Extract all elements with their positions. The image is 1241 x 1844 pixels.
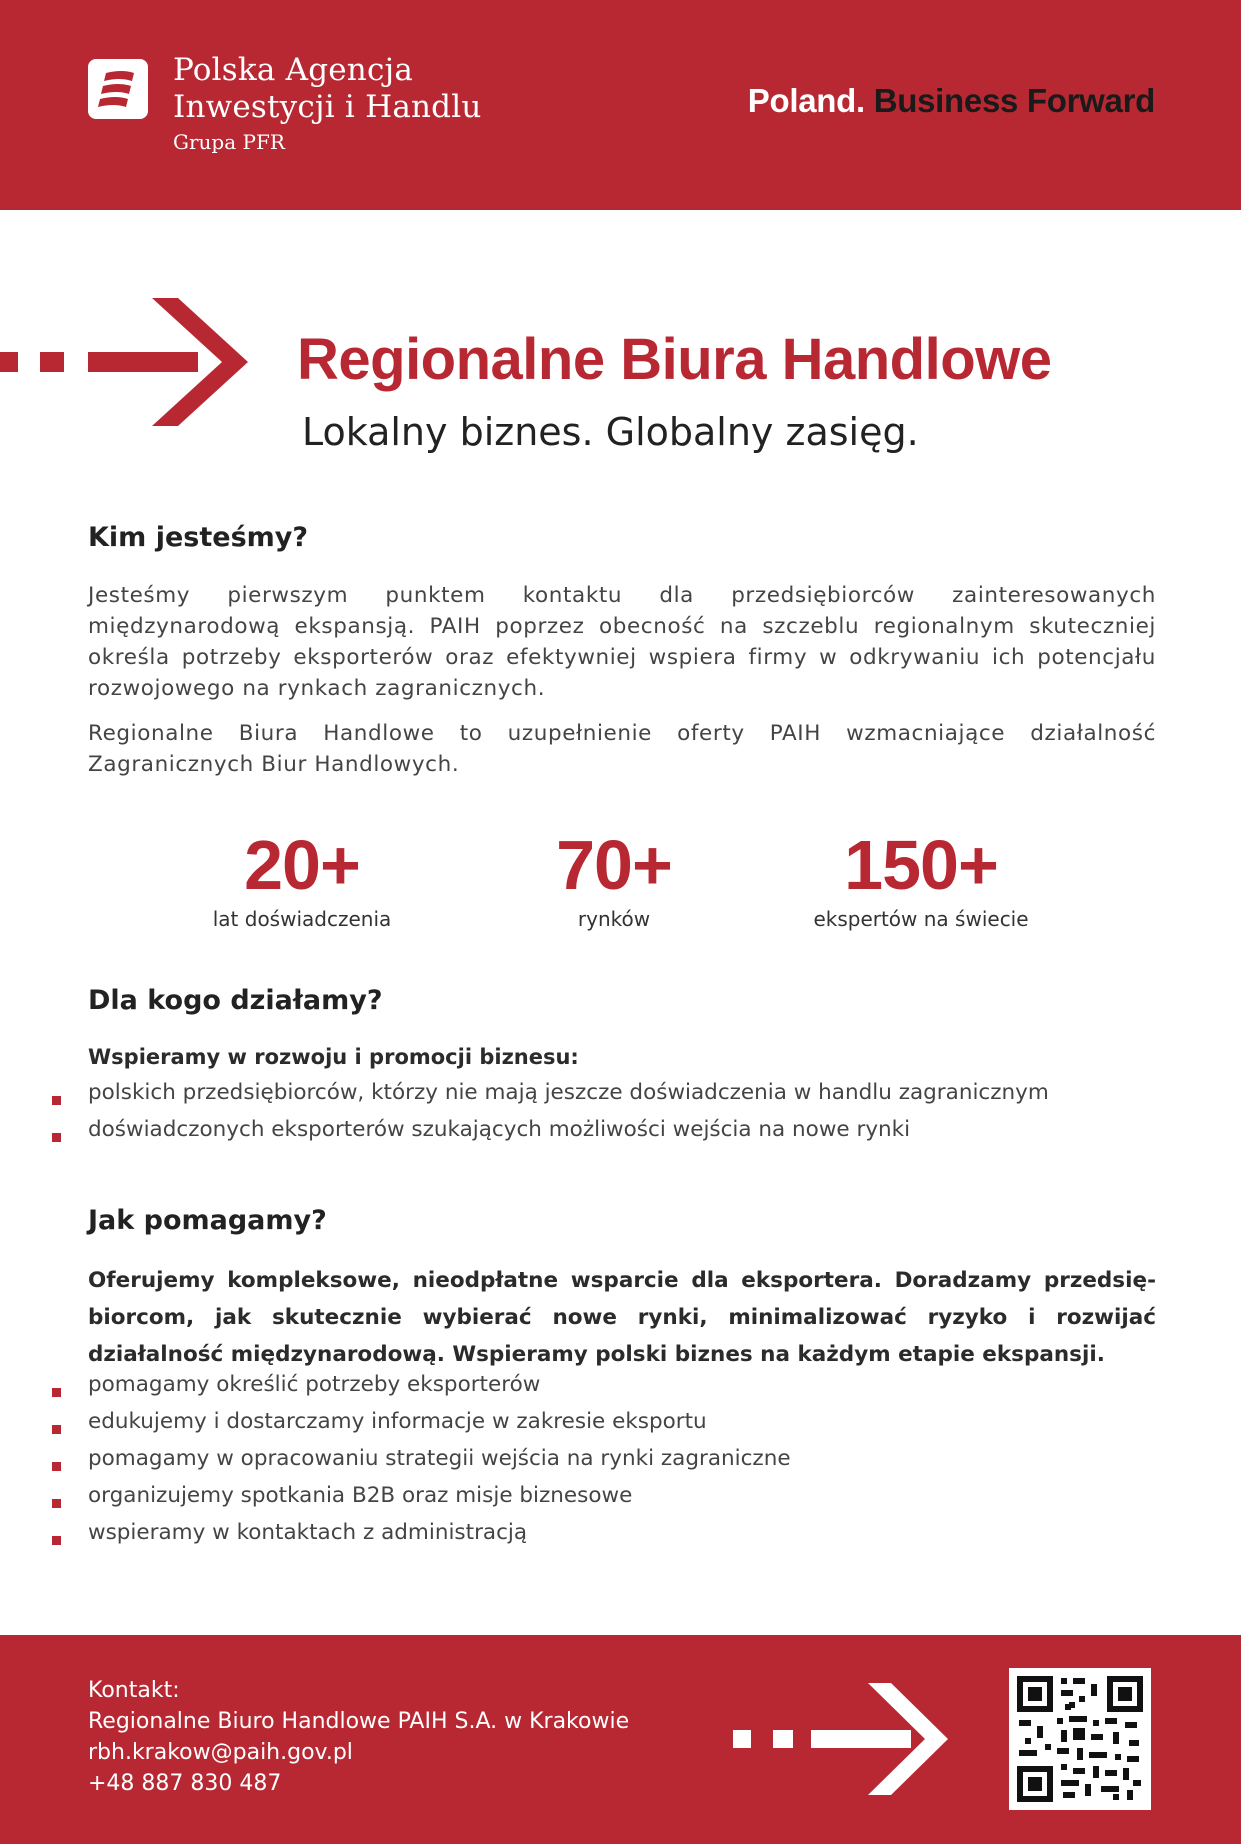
slogan bbox=[748, 82, 1155, 120]
stat-years bbox=[152, 825, 452, 931]
hero-arrow-icon bbox=[0, 298, 250, 432]
bullet-icon bbox=[52, 1462, 61, 1471]
list-item: doświadczonych eksporterów szukających możliwości wejścia na nowe rynki bbox=[52, 1117, 1162, 1154]
stat-label: ekspertów na świecie bbox=[813, 907, 1029, 931]
bullet-icon bbox=[52, 1425, 61, 1434]
stat-value: 20+ bbox=[244, 826, 360, 904]
stat-experts bbox=[771, 825, 1071, 931]
about-paragraph-2: Regionalne Biura Handlowe to uzupełnienie oferty PAIH wzmacniające działalność Zagranicznych Biur Handlowych. bbox=[88, 721, 1156, 777]
stat-label: lat doświadczenia bbox=[212, 907, 392, 931]
list-item: pomagamy w opracowaniu strategii wejścia na rynki zagraniczne bbox=[52, 1446, 1162, 1483]
org-name-line1: Polska Agencja bbox=[173, 52, 414, 88]
qr-code-icon[interactable] bbox=[1009, 1668, 1151, 1810]
bullet-icon bbox=[52, 1133, 61, 1142]
footer-banner bbox=[0, 1635, 1241, 1844]
contact-block bbox=[88, 1675, 629, 1799]
about-heading: Kim jesteśmy? bbox=[88, 522, 309, 553]
contact-label: Kontakt: bbox=[88, 1678, 180, 1703]
help-list bbox=[52, 1372, 1162, 1557]
page-title: Regionalne Biura Handlowe bbox=[297, 327, 1052, 392]
list-item: edukujemy i dostarczamy informacje w zakresie eksportu bbox=[52, 1409, 1162, 1446]
slogan-part1: Poland. bbox=[747, 82, 865, 119]
list-item: wspieramy w kontaktach z administracją bbox=[52, 1520, 1162, 1557]
slogan-part2: Business Forward bbox=[873, 82, 1155, 119]
bullet-icon bbox=[52, 1388, 61, 1397]
header-banner bbox=[0, 0, 1241, 210]
stat-value: 70+ bbox=[556, 826, 672, 904]
contact-email[interactable]: rbh.krakow@paih.gov.pl bbox=[88, 1740, 353, 1765]
audience-lead: Wspieramy w rozwoju i promocji biznesu: bbox=[88, 1045, 579, 1069]
help-lead: Oferujemy kompleksowe, nieodpłatne wsparcie dla eksportera. Doradzamy przedsiębiorcom, jak skutecznie wybierać nowe rynki, minimalizować ryzyko i rozwijać działalność międzynarodową. Wspieramy polski biznes na każdym etapie ekspansji. bbox=[88, 1268, 1156, 1367]
organization-name bbox=[173, 52, 482, 156]
list-item: pomagamy określić potrzeby eksporterów bbox=[52, 1372, 1162, 1409]
org-name-line2: Inwestycji i Handlu bbox=[173, 89, 482, 125]
about-paragraph-1: Jesteśmy pierwszym punktem kontaktu dla przedsiębiorców zainteresowanych międzynarodową ekspansją. PAIH poprzez obecność na szczeblu regionalnym skuteczniej określa potrzeby eksporterów oraz efektywniej wspiera firmy w odkrywaniu ich potencjału rozwojowego na rynkach zagranicznych. bbox=[88, 583, 1156, 701]
audience-list bbox=[52, 1080, 1162, 1154]
contact-phone[interactable]: +48 887 830 487 bbox=[88, 1771, 282, 1796]
bullet-icon bbox=[52, 1499, 61, 1508]
page-subtitle: Lokalny biznes. Globalny zasięg. bbox=[302, 410, 919, 454]
footer-arrow-icon bbox=[733, 1683, 953, 1799]
list-item: organizujemy spotkania B2B oraz misje biznesowe bbox=[52, 1483, 1162, 1520]
help-heading: Jak pomagamy? bbox=[88, 1205, 327, 1236]
paih-logo-icon bbox=[88, 59, 148, 119]
contact-office: Regionalne Biuro Handlowe PAIH S.A. w Krakowie bbox=[88, 1709, 630, 1734]
audience-heading: Dla kogo działamy? bbox=[88, 985, 383, 1016]
stat-value: 150+ bbox=[844, 826, 998, 904]
org-group: Grupa PFR bbox=[173, 130, 285, 154]
bullet-icon bbox=[52, 1536, 61, 1545]
bullet-icon bbox=[52, 1096, 61, 1105]
stat-label: rynków bbox=[577, 907, 651, 931]
list-item: polskich przedsiębiorców, którzy nie mają jeszcze doświadczenia w handlu zagranicznym bbox=[52, 1080, 1162, 1117]
stat-markets bbox=[464, 825, 764, 931]
